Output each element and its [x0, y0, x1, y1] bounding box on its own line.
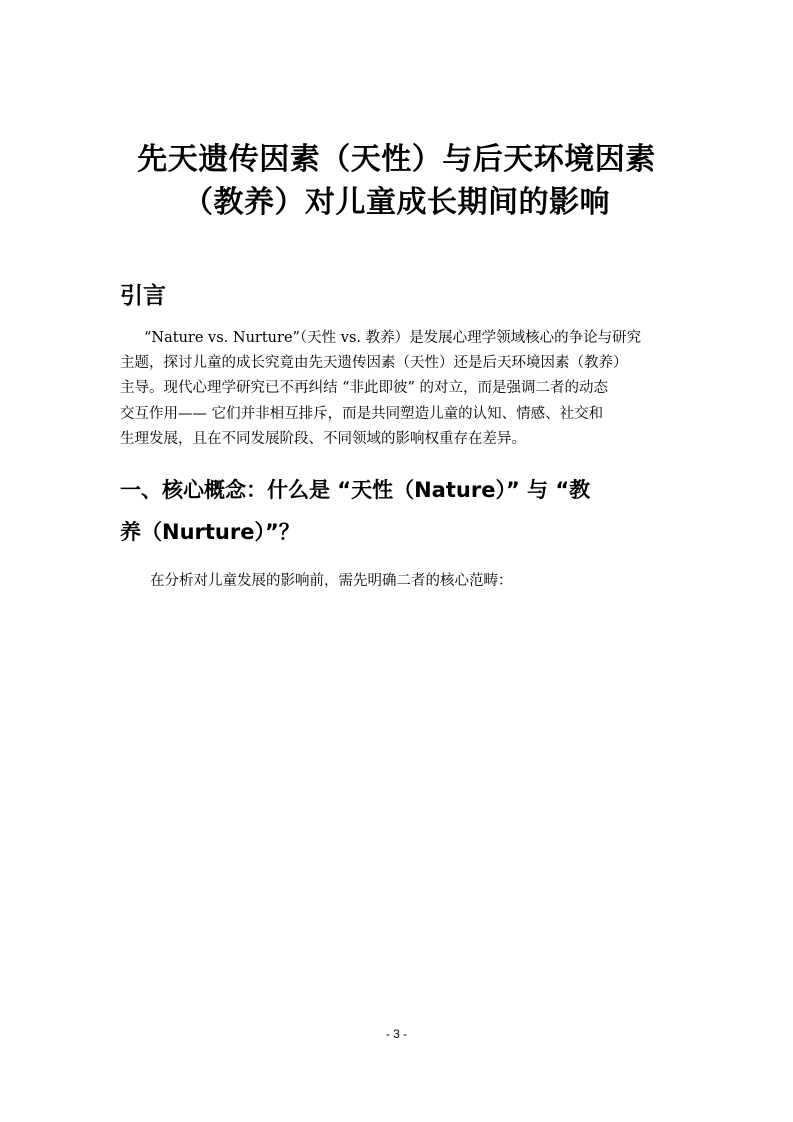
page-number: - 3 -: [385, 1027, 408, 1041]
section-heading-core-concepts: [120, 469, 690, 553]
title-line: （教养）对儿童成长期间的影响: [183, 185, 610, 220]
paragraph-line: 交互作用—— 它们并非相互排斥，而是共同塑造儿童的认知、情感、社交和: [120, 405, 604, 422]
paragraph-line: 主导。现代心理学研究已不再纠结 “非此即彼” 的对立，而是强调二者的动态: [120, 380, 609, 397]
heading-line: 一、核心概念：什么是 “天性（Nature）” 与 “教: [120, 478, 591, 502]
core-concepts-paragraph: 在分析对儿童发展的影响前，需先明确二者的核心范畴：: [150, 573, 513, 589]
introduction-paragraph: [120, 326, 680, 452]
title-line: 先天遗传因素（天性）与后天环境因素: [137, 142, 656, 177]
paragraph-line: “Nature vs. Nurture”（天性 vs. 教养）是发展心理学领域核心的争论与研究: [144, 330, 642, 346]
section-heading-introduction: 引言: [120, 283, 166, 309]
heading-line: 养（Nurture）”？: [120, 520, 300, 544]
document-title: [100, 138, 693, 224]
paragraph-line: 主题，探讨儿童的成长究竟由先天遗传因素（天性）还是后天环境因素（教养）: [120, 355, 628, 372]
paragraph-line: 生理发展，且在不同发展阶段、不同领域的影响权重存在差异。: [120, 430, 526, 447]
